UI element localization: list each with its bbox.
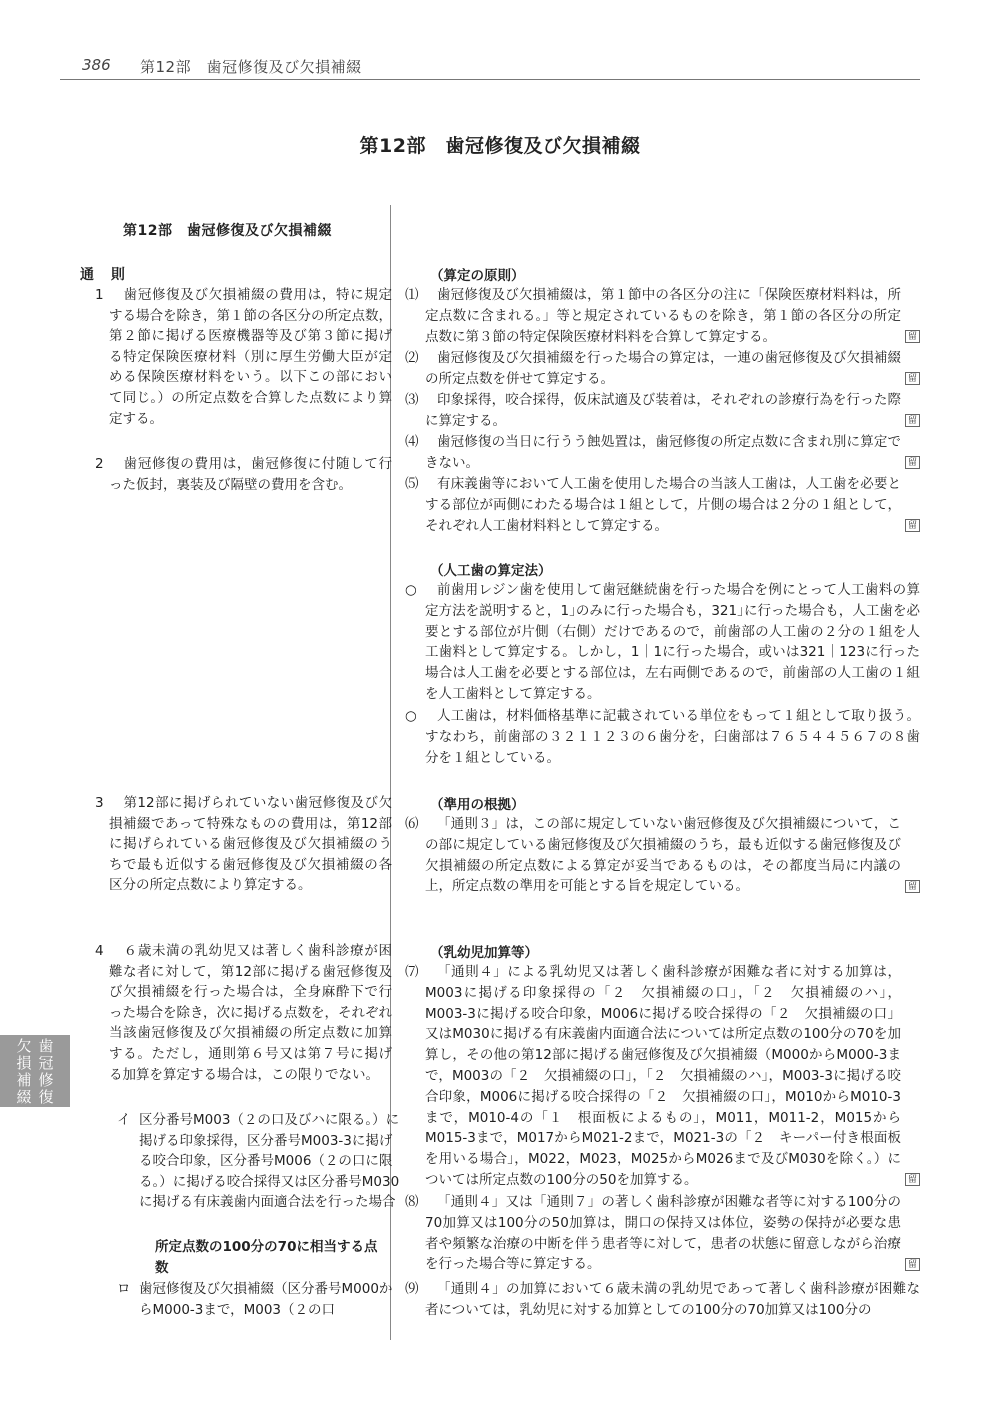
note-marker: ○ bbox=[405, 582, 417, 598]
page-number: 386 bbox=[82, 56, 111, 74]
rule-text: ６歳未満の乳幼児又は著しく歯科診療が困難な者に対して，第12部に掲げる歯冠修復及び欠損補綴を行った場合は，全身麻酔下で行った場合を除き，次に掲げる点数を，それぞれ当該歯冠修復及び欠損補綴の所定点数に加算する。ただし，通則第６号又は第７号に掲げる加算を算定する場合は，この限りでない。 bbox=[109, 943, 392, 1083]
left-subtitle: 第12部 歯冠修復及び欠損補綴 bbox=[123, 223, 332, 239]
note-1 bbox=[405, 285, 920, 347]
note-body: 歯冠修復及び欠損補綴を行った場合の算定は，一連の歯冠修復及び欠損補綴の所定点数を併せて算定する。 bbox=[425, 350, 901, 387]
rule-text: 第12部に掲げられていない歯冠修復及び欠損補綴であって特殊なものの費用は，第12部に掲げられている歯冠修復及び欠損補綴のうちで最も近似する歯冠修復及び欠損補綴の各区分の所定点数により算定する。 bbox=[109, 795, 392, 894]
stamp-mark: 留 bbox=[905, 414, 920, 427]
tab-text-right: 歯冠修復 bbox=[38, 1037, 54, 1106]
stamp-mark: 留 bbox=[905, 456, 920, 469]
note-body: 歯冠修復及び欠損補綴は，第１節中の各区分の注に「保険医療材料料は，所定点数に含まれる。」等と規定されているものを除き，第１節の各区分の所定点数に第３節の特定保険医療材料料を合算して算定する。 bbox=[425, 287, 901, 345]
tsusoku-heading: 通 則 bbox=[80, 267, 131, 283]
note-marker: ⑴ bbox=[405, 287, 419, 303]
note-body: 「通則４」による乳幼児又は著しく歯科診療が困難な者に対する加算は，M003に掲げる印象採得の「２ 欠損補綴の口」，「２ 欠損補綴のハ」，M003-3に掲げる咬合印象，M006に掲げる咬合採得の「２ 欠損補綴の口」又はM030に掲げる有床義歯内面適合法については所定点数の100分の70を加算し，その他の第12部に掲げる歯冠修復及び欠損補綴（M000からM000-3まで，M003の「２ 欠損補綴の口」，「２ 欠損補綴のハ」，M003-3に掲げる咬合印象，M006に掲げる咬合採得の「２ 欠損補綴の口」，M010からM010-3まで，M010-4の「１ 根面板によるもの」，M011，M011-2，M015からM015-3まで，M017からM021-2まで，M021-3の「２ キーパー付き根面板を用いる場合」，M022，M023，M025からM026まで及びM030を除く。）については所定点数の100分の50を加算する。 bbox=[425, 964, 901, 1188]
item-marker: ロ bbox=[117, 1281, 131, 1297]
note-marker: ⑹ bbox=[405, 816, 419, 832]
rule-text: 歯冠修復の費用は，歯冠修復に付随して行った仮封，裏装及び隔壁の費用を含む。 bbox=[109, 456, 392, 493]
note-body: 「通則３」は，この部に規定していない歯冠修復及び欠損補綴について，この部に規定している歯冠修復及び欠損補綴のうち，最も近似する歯冠修復及び欠損補綴の所定点数による算定が妥当であるものは，その都度当局に内議の上，所定点数の準用を可能とする旨を規定している。 bbox=[425, 816, 901, 895]
rule-number: 4 bbox=[95, 943, 104, 959]
rule-number: 2 bbox=[95, 456, 104, 472]
note-marker: ⑵ bbox=[405, 350, 419, 366]
note-text: 人工歯は，材料価格基準に記載されている単位をもって１組として取り扱う。すなわち，前歯部の３２１１２３の６歯分を，臼歯部は７６５４４５６７の８歯分を１組としている。 bbox=[425, 708, 920, 766]
note-text bbox=[425, 348, 920, 390]
item-marker: イ bbox=[117, 1112, 131, 1128]
note-marker: ⑷ bbox=[405, 434, 419, 450]
section-heading-application: （準用の根拠） bbox=[430, 797, 525, 813]
circle-note-1 bbox=[405, 580, 920, 705]
note-marker: ⑸ bbox=[405, 476, 419, 492]
note-marker: ⑺ bbox=[405, 964, 419, 980]
note-marker: ○ bbox=[405, 708, 417, 724]
item-text: 区分番号M003（２の口及びハに限る。）に掲げる印象採得，区分番号M003-3に掲げる咬合印象，区分番号M006（２の口に限る。）に掲げる咬合採得又は区分番号M030に掲げる有床義歯内面適合法を行った場合 bbox=[139, 1112, 400, 1211]
section-heading-infant-addition: （乳幼児加算等） bbox=[430, 945, 538, 961]
sub-item-i bbox=[117, 1110, 401, 1213]
note-text bbox=[425, 285, 920, 347]
note-7 bbox=[405, 962, 920, 1191]
note-3 bbox=[405, 390, 920, 432]
note-body: 有床義歯等において人工歯を使用した場合の当該人工歯は，人工歯を必要とする部位が両側にわたる場合は１組として，片側の場合は２分の１組として，それぞれ人工歯材料料として算定する。 bbox=[425, 476, 901, 534]
stamp-mark: 留 bbox=[905, 880, 920, 893]
rule-paragraph-4 bbox=[95, 941, 392, 1085]
note-4 bbox=[405, 432, 920, 474]
note-text bbox=[425, 814, 920, 897]
rule-text: 歯冠修復及び欠損補綴の費用は，特に規定する場合を除き，第１節の各区分の所定点数，第２節に掲げる医療機器等及び第３節に掲げる特定保険医療材料（別に厚生労働大臣が定める保険医療材料をいう。以下この部において同じ。）の所定点数を合算した点数により算定する。 bbox=[109, 287, 392, 427]
section-heading-artificial-teeth: （人工歯の算定法） bbox=[430, 563, 552, 579]
note-text bbox=[425, 1192, 920, 1275]
note-5 bbox=[405, 474, 920, 536]
sub-item-ro bbox=[117, 1279, 401, 1320]
note-6 bbox=[405, 814, 920, 897]
note-marker: ⑼ bbox=[405, 1281, 419, 1297]
tab-text-left: 欠損補綴 bbox=[16, 1037, 32, 1106]
rule-paragraph-2 bbox=[95, 454, 392, 495]
section-heading-principles: （算定の原則） bbox=[430, 268, 525, 284]
note-marker: ⑶ bbox=[405, 392, 419, 408]
running-header bbox=[60, 56, 920, 80]
item-text: 歯冠修復及び欠損補綴（区分番号M000からM000-3まで，M003（２の口 bbox=[139, 1281, 393, 1318]
note-text: 「通則４」の加算において６歳未満の乳幼児であって著しく歯科診療が困難な者については，乳幼児に対する加算としての100分の70加算又は100分の bbox=[425, 1281, 920, 1318]
page-title: 第12部 歯冠修復及び欠損補綴 bbox=[359, 135, 641, 157]
rule-number: 1 bbox=[95, 287, 104, 303]
note-text bbox=[425, 390, 920, 432]
item-i-points: 所定点数の100分の70に相当する点数 bbox=[155, 1239, 378, 1276]
note-body: 歯冠修復の当日に行うう蝕処置は，歯冠修復の所定点数に含まれ別に算定できない。 bbox=[425, 434, 901, 471]
note-text bbox=[425, 474, 920, 536]
rule-paragraph-3 bbox=[95, 793, 392, 896]
rule-paragraph-1 bbox=[95, 285, 392, 429]
stamp-mark: 留 bbox=[905, 330, 920, 343]
stamp-mark: 留 bbox=[905, 519, 920, 532]
note-8 bbox=[405, 1192, 920, 1275]
note-text bbox=[425, 432, 920, 474]
running-title: 第12部 歯冠修復及び欠損補綴 bbox=[140, 58, 362, 76]
note-text: 前歯用レジン歯を使用して歯冠継続歯を行った場合を例にとって人工歯料の算定方法を説明すると，1｣のみに行った場合も，321｣に行った場合も，人工歯を必要とする部位が片側（右側）だけであるので，前歯部の人工歯の２分の１組を人工歯料として算定する。しかし，1｜1に行った場合，或いは321｜123に行った場合は人工歯を必要とする部位は，左右両側であるので，前歯部の人工歯の１組を人工歯料として算定する。 bbox=[425, 582, 920, 702]
header-rule bbox=[60, 79, 920, 80]
note-9 bbox=[405, 1279, 920, 1321]
note-body: 「通則４」又は「通則７」の著しく歯科診療が困難な者等に対する100分の70加算又は100分の50加算は，開口の保持又は体位，姿勢の保持が必要な患者や頻繁な治療の中断を伴う患者等に対して，患者の状態に留意しながら治療を行った場合等に算定する。 bbox=[425, 1194, 901, 1273]
stamp-mark: 留 bbox=[905, 372, 920, 385]
chapter-index-tab bbox=[0, 1035, 70, 1107]
circle-note-2 bbox=[405, 706, 920, 768]
stamp-mark: 留 bbox=[905, 1173, 920, 1186]
note-body: 印象採得，咬合採得，仮床試適及び装着は，それぞれの診療行為を行った際に算定する。 bbox=[425, 392, 901, 429]
note-2 bbox=[405, 348, 920, 390]
note-marker: ⑻ bbox=[405, 1194, 419, 1210]
rule-number: 3 bbox=[95, 795, 104, 811]
note-text bbox=[425, 962, 920, 1191]
stamp-mark: 留 bbox=[905, 1258, 920, 1271]
